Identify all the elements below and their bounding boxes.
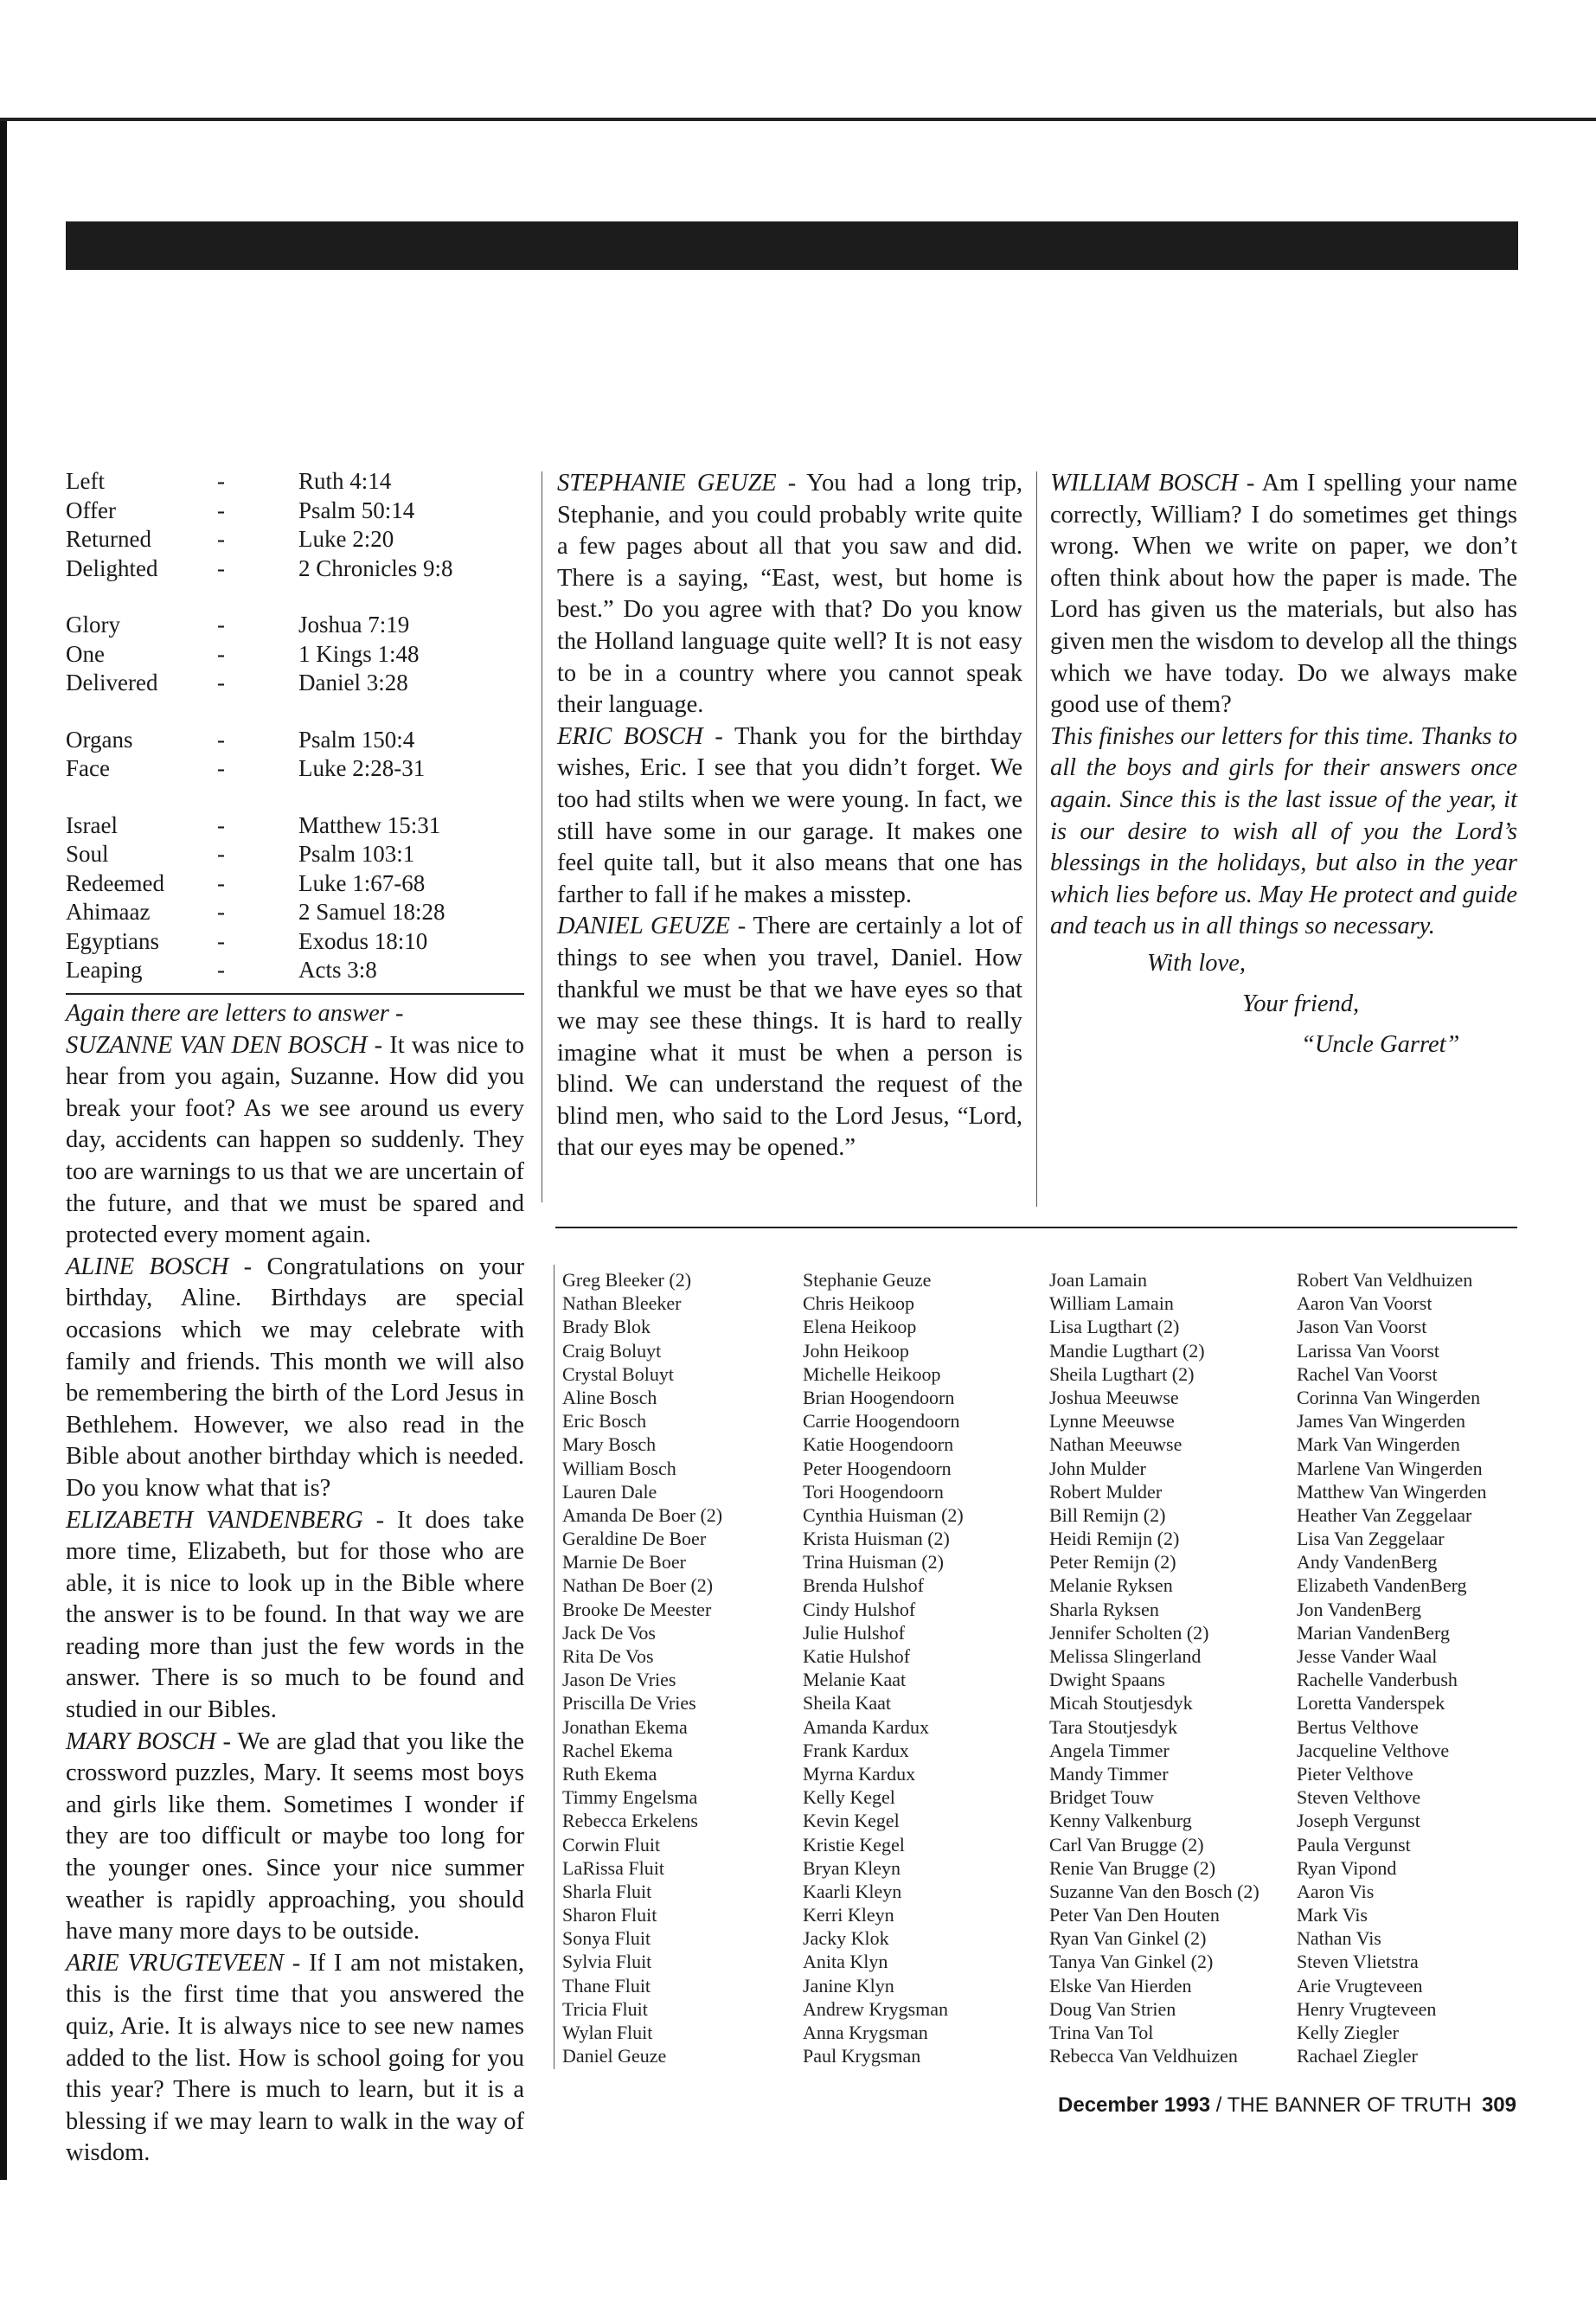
letters-intro: Again there are letters to answer - — [66, 1000, 404, 1027]
participant-name: Sharla Ryksen — [1049, 1598, 1159, 1620]
participant-name: Nathan De Boer (2) — [562, 1574, 714, 1597]
answer-reference: 2 Chronicles 9:8 — [298, 554, 453, 581]
participant-name: Jacky Klok — [803, 1927, 889, 1950]
participant-name: Bridget Touw — [1049, 1786, 1154, 1809]
answer-separator: - — [217, 869, 225, 896]
participant-name: Steven Velthove — [1297, 1786, 1421, 1809]
participant-name: Paul Krygsman — [803, 2045, 921, 2067]
letter-daniel — [557, 911, 1022, 1164]
names-column-1 — [562, 1268, 722, 2067]
answer-row — [66, 898, 524, 927]
answer-separator: - — [217, 841, 225, 867]
participant-name: Jacqueline Velthove — [1297, 1739, 1450, 1761]
participant-name: William Bosch — [562, 1457, 676, 1479]
letter-mary — [66, 1727, 524, 1948]
answer-word: Egyptians — [66, 927, 159, 954]
letter-text: - We are glad that you like the crossword puzzles, Mary. It seems most boys and girls like them. Sometimes I wonder if they are too difficult or maybe too long for the younger ones. Since your nice summer weather is rapidly approaching, you should have many more days to be outside. — [66, 1727, 524, 1945]
answer-reference: Matthew 15:31 — [298, 811, 441, 838]
participant-name: Carrie Hoogendoorn — [803, 1410, 960, 1433]
participant-name: Sharla Fluit — [562, 1880, 652, 1902]
participant-name: Melanie Kaat — [803, 1669, 907, 1691]
participant-name: Doug Van Strien — [1049, 1997, 1176, 2020]
participant-name: Micah Stoutjesdyk — [1049, 1692, 1193, 1715]
participant-name: Paula Vergunst — [1297, 1833, 1411, 1856]
participant-name: Bertus Velthove — [1297, 1715, 1419, 1738]
answer-word: Delivered — [66, 670, 158, 695]
participant-name: Amanda De Boer (2) — [562, 1503, 723, 1526]
letter-text: - There are certainly a lot of things to see when you travel, Daniel. How thankful we must be that we have eyes so that we may see these things. It is hard to really imagine what it must be when a person is blind. We can understand the request of the blind men, who said to the Lord Jesus, “Lord, that our eyes may be opened.” — [557, 913, 1022, 1162]
participant-name: Mandie Lugthart (2) — [1049, 1339, 1205, 1362]
participant-name: Angela Timmer — [1049, 1739, 1170, 1761]
letter-name: ELIZABETH VANDENBERG — [66, 1506, 363, 1534]
participant-name: Bryan Kleyn — [803, 1856, 901, 1879]
participant-name: Janine Klyn — [803, 1974, 894, 1997]
participant-name: Rachel Ekema — [562, 1739, 673, 1761]
participant-name: Lauren Dale — [562, 1480, 657, 1503]
answer-row — [66, 525, 524, 554]
answer-reference: Ruth 4:14 — [298, 468, 392, 494]
participant-name: Craig Boluyt — [562, 1339, 662, 1362]
participant-name: Rachael Ziegler — [1297, 2045, 1418, 2067]
participant-name: John Mulder — [1049, 1457, 1146, 1479]
answer-word: Redeemed — [66, 869, 164, 896]
answer-key — [66, 467, 524, 1013]
participant-name: Joan Lamain — [1049, 1269, 1148, 1291]
answer-row — [66, 640, 524, 670]
answer-word: Face — [66, 755, 110, 781]
answer-separator: - — [217, 640, 225, 667]
participant-name: Michelle Heikoop — [803, 1362, 941, 1385]
letter-elizabeth — [66, 1505, 524, 1727]
participant-name: Brooke De Meester — [562, 1598, 712, 1620]
answer-reference: Acts 3:8 — [298, 957, 377, 983]
answer-separator: - — [217, 755, 225, 781]
participant-name: Rachel Van Voorst — [1297, 1362, 1438, 1385]
participant-name: Dwight Spaans — [1049, 1669, 1165, 1691]
participant-name: Elena Heikoop — [803, 1316, 917, 1338]
participant-name: Jon VandenBerg — [1297, 1598, 1422, 1620]
participant-name: Loretta Vanderspek — [1297, 1692, 1445, 1715]
answer-row — [66, 726, 524, 755]
participant-name: Cindy Hulshof — [803, 1598, 916, 1620]
participant-name: Elske Van Hierden — [1049, 1974, 1192, 1997]
participant-name: Melanie Ryksen — [1049, 1574, 1173, 1597]
scan-edge-shadow — [0, 121, 7, 2180]
participant-name: Trina Van Tol — [1049, 2022, 1154, 2043]
names-rule — [555, 1227, 1517, 1228]
letter-name: ARIE VRUGTEVEEN — [66, 1949, 284, 1977]
participant-name: William Lamain — [1049, 1292, 1174, 1315]
letter-eric — [557, 721, 1022, 912]
participant-name: Lisa Van Zeggelaar — [1297, 1528, 1445, 1550]
footer-publication: / THE BANNER OF TRUTH — [1210, 2093, 1471, 2117]
letter-name: MARY BOSCH — [66, 1727, 216, 1755]
participant-name: Jesse Vander Waal — [1297, 1645, 1438, 1667]
page-footer — [1038, 2093, 1516, 2118]
footer-month: December 1993 — [1058, 2093, 1211, 2117]
participant-name: Sylvia Fluit — [562, 1951, 652, 1973]
letter-text: - Am I spelling your name correctly, William? I do sometimes get things wrong. When we write on paper, we don’t often think about how the paper is made. The Lord has given us the materials, but also has given men the wisdom to develop all the things which we have today. Do we always make good use of them? — [1050, 470, 1517, 719]
participant-name: Peter Remijn (2) — [1049, 1551, 1176, 1574]
answer-reference: Exodus 18:10 — [298, 927, 428, 954]
participant-name: Nathan Bleeker — [562, 1292, 682, 1315]
answer-row — [66, 840, 524, 869]
participant-name: Steven Vlietstra — [1297, 1951, 1419, 1973]
participant-name: Melissa Slingerland — [1049, 1645, 1202, 1667]
answer-word: Returned — [66, 526, 151, 552]
participant-name: Heidi Remijn (2) — [1049, 1528, 1180, 1550]
answer-reference: 2 Samuel 18:28 — [298, 899, 445, 925]
participant-name: Aaron Vis — [1297, 1880, 1375, 1902]
page-top-rule — [0, 118, 1596, 121]
participant-name: Myrna Kardux — [803, 1762, 916, 1785]
participant-name: Robert Van Veldhuizen — [1297, 1269, 1473, 1291]
answer-row — [66, 669, 524, 698]
participant-name: Tori Hoogendoorn — [803, 1480, 944, 1503]
participant-name: Pieter Velthove — [1297, 1762, 1413, 1785]
participant-name: Jason Van Voorst — [1297, 1316, 1427, 1338]
letter-aline — [66, 1252, 524, 1505]
letter-name: STEPHANIE GEUZE — [557, 470, 777, 497]
participant-name: Ryan Van Ginkel (2) — [1049, 1927, 1207, 1950]
answer-reference: Joshua 7:19 — [298, 612, 410, 638]
participant-name: Kristie Kegel — [803, 1833, 905, 1856]
answer-row — [66, 956, 524, 985]
answer-group — [66, 811, 524, 985]
participant-name: Wylan Fluit — [562, 2022, 653, 2043]
answer-separator: - — [217, 468, 225, 494]
participant-name: Kelly Kegel — [803, 1786, 895, 1809]
answer-separator: - — [217, 554, 225, 581]
answer-reference: Psalm 150:4 — [298, 726, 415, 753]
answer-word: Delighted — [66, 554, 158, 581]
participant-name: Mary Bosch — [562, 1433, 657, 1456]
answer-word: Organs — [66, 726, 133, 753]
participant-name: Lynne Meeuwse — [1049, 1410, 1175, 1433]
participant-name: Jack De Vos — [562, 1621, 656, 1644]
header-banner — [66, 221, 1518, 270]
letter-text: - Thank you for the birthday wishes, Eric. I see that you didn’t forget. We too had stilts when we were young. In fact, we still have some in our garage. It makes one feel quite tall, but it also means that one has farther to fall if he makes a misstep. — [557, 722, 1022, 908]
answer-group — [66, 611, 524, 698]
participant-name: Trina Huisman (2) — [803, 1551, 944, 1574]
participant-name: Stephanie Geuze — [803, 1269, 932, 1291]
participant-name: Mark Van Wingerden — [1297, 1433, 1460, 1456]
participant-name: Anna Krygsman — [803, 2022, 928, 2043]
participant-name: Jennifer Scholten (2) — [1049, 1621, 1209, 1644]
participant-name: Katie Hoogendoorn — [803, 1433, 954, 1456]
participant-name: Sharon Fluit — [562, 1904, 657, 1926]
letter-text: - Congratulations on your birthday, Aline. Birthdays are special occasions which we may celebrate with family and friends. This month we will also be remembering the birth of the Lord Jesus in Bethlehem. However, we also read in the Bible about another birthday which is needed. Do you know what that is? — [66, 1253, 525, 1502]
participant-name: Ruth Ekema — [562, 1762, 657, 1785]
answer-word: Israel — [66, 811, 118, 838]
participant-name: Jonathan Ekema — [562, 1715, 688, 1738]
letter-name: WILLIAM BOSCH — [1050, 470, 1239, 497]
participant-name: Aaron Van Voorst — [1297, 1292, 1433, 1315]
participant-name: LaRissa Fluit — [562, 1856, 664, 1879]
answer-word: One — [66, 640, 105, 667]
letter-name: DANIEL GEUZE — [557, 913, 730, 940]
participant-name: Bill Remijn (2) — [1049, 1503, 1166, 1526]
answer-reference: Luke 1:67-68 — [298, 869, 426, 896]
names-column-2 — [803, 1268, 964, 2067]
letter-text: - If I am not mistaken, this is the first time that you answered the quiz, Arie. It is always nice to see new names added to the list. How is school going for you this year? There is much to learn, but it is a blessing if we may learn to walk in the way of wisdom. — [66, 1949, 524, 2167]
participant-name: Andrew Krygsman — [803, 1997, 949, 2020]
names-column-3 — [1049, 1268, 1259, 2067]
answer-word: Glory — [66, 612, 120, 638]
letter-text: - You had a long trip, Stephanie, and you could probably write quite a few pages about all that you saw and did. There is a saying, “East, west, but home is best.” Do you agree with that? Do you know the Holland language quite well? It is not easy to be in a country where you cannot speak their language. — [557, 470, 1022, 719]
participant-name: Aline Bosch — [562, 1386, 657, 1408]
participant-name: Robert Mulder — [1049, 1480, 1163, 1503]
answer-row — [66, 927, 524, 957]
participant-name: Rebecca Van Veldhuizen — [1049, 2045, 1238, 2067]
participant-name: Marian VandenBerg — [1297, 1621, 1450, 1644]
participant-name: Amanda Kardux — [803, 1715, 930, 1738]
participant-name: Marnie De Boer — [562, 1551, 686, 1574]
participant-name: Elizabeth VandenBerg — [1297, 1574, 1467, 1597]
answer-separator: - — [217, 726, 225, 753]
participant-name: Tara Stoutjesdyk — [1049, 1715, 1178, 1738]
closing-paragraph: This finishes our letters for this time. Thanks to all the boys and girls for their answers once again. Since this is the last issue of the year, it is our desire to wish all of you the Lord’s blessings in the holidays, but also in the year which lies before us. May He protect and guide and teach us in all things so necessary. — [1050, 722, 1517, 940]
letter-suzanne — [66, 1030, 524, 1252]
participant-name: Suzanne Van den Bosch (2) — [1049, 1880, 1259, 1902]
answer-reference: Luke 2:28-31 — [298, 755, 426, 781]
participant-name: Tanya Van Ginkel (2) — [1049, 1951, 1214, 1973]
participant-name: Nathan Vis — [1297, 1927, 1381, 1950]
participant-name: Kevin Kegel — [803, 1810, 900, 1832]
signoff-line-1: With love, — [1147, 949, 1246, 977]
answer-group — [66, 726, 524, 784]
participant-name: Joshua Meeuwse — [1049, 1386, 1179, 1408]
participant-name: Frank Kardux — [803, 1739, 909, 1761]
participant-name: Daniel Geuze — [562, 2045, 667, 2067]
answer-reference: Psalm 50:14 — [298, 497, 415, 523]
answer-reference: Luke 2:20 — [298, 526, 394, 552]
participant-name: Sheila Lugthart (2) — [1049, 1362, 1195, 1385]
answer-row — [66, 554, 524, 584]
participant-name: Kenny Valkenburg — [1049, 1810, 1192, 1832]
participant-name: Sheila Kaat — [803, 1692, 892, 1715]
answer-row — [66, 811, 524, 841]
participant-name: Kelly Ziegler — [1297, 2022, 1399, 2043]
participant-name: Rita De Vos — [562, 1645, 654, 1667]
participant-name: Larissa Van Voorst — [1297, 1339, 1439, 1362]
answer-row — [66, 869, 524, 899]
answer-word: Left — [66, 468, 105, 494]
answer-word: Ahimaaz — [66, 899, 151, 925]
participant-name: Nathan Meeuwse — [1049, 1433, 1183, 1456]
participant-name: Priscilla De Vries — [562, 1692, 696, 1715]
participant-name: Rachelle Vanderbush — [1297, 1669, 1458, 1691]
participant-name: Lisa Lugthart (2) — [1049, 1316, 1180, 1338]
participant-name: Mandy Timmer — [1049, 1762, 1169, 1785]
participant-name: Crystal Boluyt — [562, 1362, 674, 1385]
participant-name: Cynthia Huisman (2) — [803, 1503, 964, 1526]
participant-name: Arie Vrugteveen — [1297, 1974, 1423, 1997]
answer-row — [66, 611, 524, 640]
answer-reference: Daniel 3:28 — [298, 670, 408, 695]
participant-name: John Heikoop — [803, 1339, 909, 1362]
signoff-line-3: “Uncle Garret” — [1301, 1030, 1460, 1058]
letter-name: SUZANNE VAN DEN BOSCH — [66, 1031, 368, 1059]
signoff-line-2: Your friend, — [1242, 990, 1360, 1017]
answer-row — [66, 497, 524, 526]
answer-word: Soul — [66, 841, 109, 867]
participant-name: Carl Van Brugge (2) — [1049, 1833, 1204, 1856]
participant-name: Kaarli Kleyn — [803, 1880, 902, 1902]
participant-name: Joseph Vergunst — [1297, 1810, 1420, 1832]
participant-name: Marlene Van Wingerden — [1297, 1457, 1483, 1479]
answer-group — [66, 467, 524, 583]
column-divider — [1036, 471, 1037, 1207]
participant-name: Chris Heikoop — [803, 1292, 914, 1315]
answer-separator: - — [217, 670, 225, 695]
letter-text: - It was nice to hear from you again, Suzanne. How did you break your foot? As we see around us every day, accidents can happen so suddenly. They too are warnings to us that we are uncertain of the future, and that we must be spared and protected every moment again. — [66, 1031, 525, 1249]
letter-william — [1050, 468, 1517, 721]
participant-name: Julie Hulshof — [803, 1621, 905, 1644]
participant-name: Renie Van Brugge (2) — [1049, 1856, 1216, 1879]
letter-stephanie — [557, 468, 1022, 721]
participant-name: Tricia Fluit — [562, 1997, 648, 2020]
answer-reference: Psalm 103:1 — [298, 841, 415, 867]
participant-name: Heather Van Zeggelaar — [1297, 1503, 1472, 1526]
answer-separator: - — [217, 957, 225, 983]
answer-row — [66, 467, 524, 497]
names-column-4 — [1297, 1268, 1486, 2067]
participant-name: Timmy Engelsma — [562, 1786, 698, 1809]
answer-separator: - — [217, 811, 225, 838]
answer-separator: - — [217, 899, 225, 925]
answer-key-rule — [66, 993, 524, 995]
participant-name: Mark Vis — [1297, 1904, 1368, 1926]
participant-name: Brenda Hulshof — [803, 1574, 924, 1597]
letter-arie — [66, 1948, 524, 2170]
participant-name: Katie Hulshof — [803, 1645, 911, 1667]
page-number: 309 — [1481, 2093, 1516, 2117]
answer-word: Offer — [66, 497, 116, 523]
participant-name: Peter Van Den Houten — [1049, 1904, 1220, 1926]
article-column-3 — [1050, 468, 1517, 1065]
participant-name: Peter Hoogendoorn — [803, 1457, 952, 1479]
participant-name: James Van Wingerden — [1297, 1410, 1466, 1433]
letter-name: ALINE BOSCH — [66, 1253, 229, 1280]
participant-name: Greg Bleeker (2) — [562, 1269, 692, 1291]
letter-text: - It does take more time, Elizabeth, but for those who are able, it is nice to look up in the Bible where the answer is to be found. In that way we are reading more than just the few words in the answer. There is so much to be found and studied in our Bibles. — [66, 1506, 524, 1724]
participant-name: Brian Hoogendoorn — [803, 1386, 955, 1408]
participant-name: Matthew Van Wingerden — [1297, 1480, 1487, 1503]
participant-name: Rebecca Erkelens — [562, 1810, 698, 1832]
participant-name: Geraldine De Boer — [562, 1528, 707, 1550]
participant-name: Anita Klyn — [803, 1951, 888, 1973]
article-column-2 — [557, 468, 1022, 1164]
participant-name: Corinna Van Wingerden — [1297, 1386, 1481, 1408]
participant-name: Jason De Vries — [562, 1669, 676, 1691]
participant-name: Andy VandenBerg — [1297, 1551, 1438, 1574]
participant-name: Krista Huisman (2) — [803, 1528, 950, 1550]
participant-name: Kerri Kleyn — [803, 1904, 894, 1926]
answer-word: Leaping — [66, 957, 143, 983]
answer-separator: - — [217, 497, 225, 523]
signoff — [1050, 943, 1517, 1065]
answer-reference: 1 Kings 1:48 — [298, 640, 420, 667]
letter-name: ERIC BOSCH — [557, 722, 703, 750]
participant-name: Corwin Fluit — [562, 1833, 661, 1856]
participant-name: Thane Fluit — [562, 1974, 651, 1997]
participant-name: Sonya Fluit — [562, 1927, 651, 1950]
participant-name: Brady Blok — [562, 1316, 651, 1338]
answer-separator: - — [217, 526, 225, 552]
answer-separator: - — [217, 927, 225, 954]
answer-separator: - — [217, 612, 225, 638]
answer-row — [66, 754, 524, 784]
participant-name: Henry Vrugteveen — [1297, 1997, 1437, 2020]
article-column-1 — [66, 998, 524, 2170]
participant-name: Ryan Vipond — [1297, 1856, 1397, 1879]
participant-name: Eric Bosch — [562, 1410, 647, 1433]
